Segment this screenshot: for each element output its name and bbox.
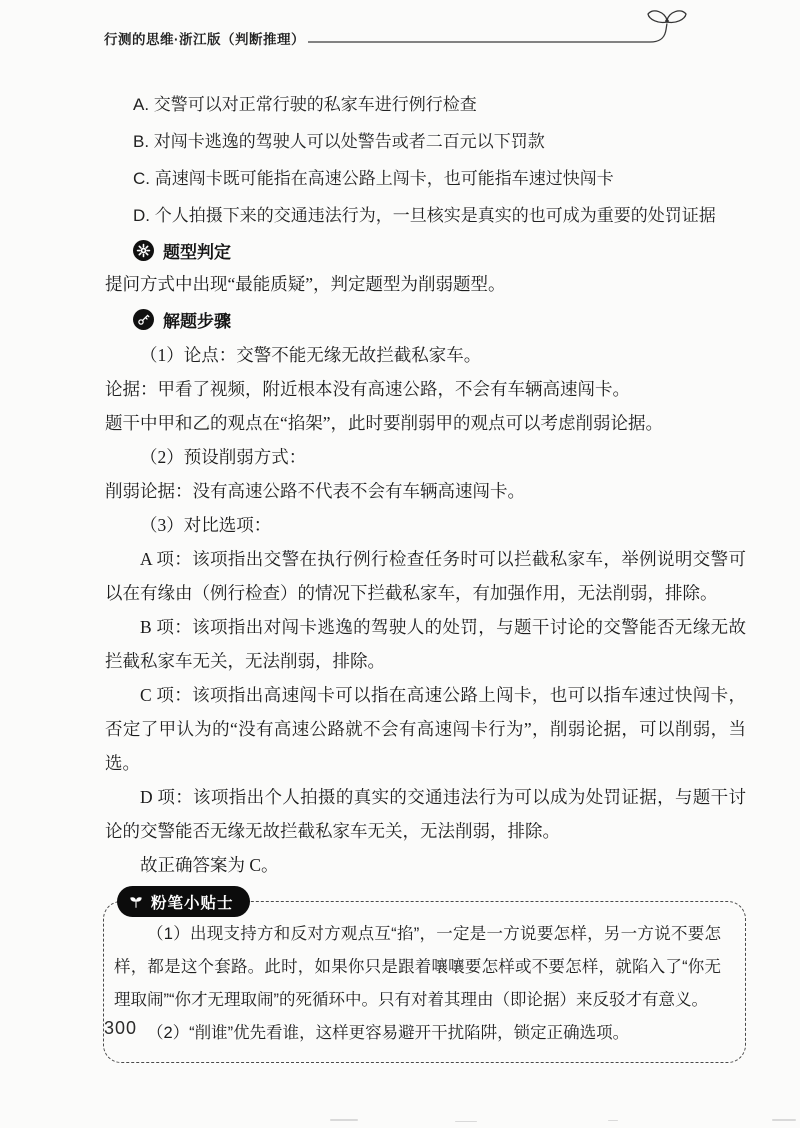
main-content	[105, 86, 746, 1063]
page-header-title: 行测的思维·浙江版（判断推理）	[104, 32, 305, 47]
tip-box-label-text: 粉笔小贴士	[151, 894, 234, 912]
step-paragraph-option-c: C 项：该项指出高速闯卡可以指在高速公路上闯卡，也可以指车速过快闯卡，否定了甲认为的“没有高速公路就不会有高速闯卡行为”，削弱论据，可以削弱，当选。	[105, 685, 746, 773]
scan-artifact	[608, 1120, 618, 1121]
tip-box-label	[117, 886, 250, 917]
scan-artifact	[772, 1119, 796, 1121]
gear-icon	[133, 240, 154, 261]
scan-artifact	[330, 1119, 358, 1121]
step-paragraph-option-b: B 项：该项指出对闯卡逃逸的驾驶人的处罚，与题干讨论的交警能否无缘无故拦截私家车无关，无法削弱，排除。	[105, 617, 746, 671]
solution-steps-body	[105, 338, 746, 882]
step-paragraph-option-a: A 项：该项指出交警在执行例行检查任务时可以拦截私家车，举例说明交警可以在有缘由（例行检查）的情况下拦截私家车，有加强作用，无法削弱，排除。	[105, 549, 746, 603]
answer-option-a: A. 交警可以对正常行驶的私家车进行例行检查	[133, 95, 477, 114]
section-question-type	[133, 236, 746, 264]
step-paragraph-option-d: D 项：该项指出个人拍摄的真实的交通违法行为可以成为处罚证据，与题干讨论的交警能否无缘无故拦截私家车无关，无法削弱，排除。	[105, 787, 746, 841]
step-paragraph: 论据：甲看了视频，附近根本没有高速公路，不会有车辆高速闯卡。	[105, 379, 630, 399]
step-paragraph: 题干中甲和乙的观点在“掐架”，此时要削弱甲的观点可以考虑削弱论据。	[105, 413, 664, 433]
section-solution-steps	[133, 305, 746, 333]
step-paragraph: （2）预设削弱方式：	[140, 447, 307, 467]
step-paragraph: 削弱论据：没有高速公路不代表不会有车辆高速闯卡。	[105, 481, 525, 501]
sprout-icon	[128, 894, 144, 910]
answer-option-b: B. 对闯卡逃逸的驾驶人可以处警告或者二百元以下罚款	[133, 132, 545, 151]
section-title: 题型判定	[163, 242, 231, 262]
step-paragraph: （3）对比选项：	[140, 515, 272, 535]
scan-artifact	[455, 1121, 477, 1122]
answer-option-c: C. 高速闯卡既可能指在高速公路上闯卡，也可能指车速过快闯卡	[133, 169, 614, 188]
question-type-body: 提问方式中出现“最能质疑”，判定题型为削弱题型。	[105, 274, 506, 294]
step-paragraph: （1）论点：交警不能无缘无故拦截私家车。	[140, 345, 482, 365]
key-icon	[133, 309, 154, 330]
section-title: 解题步骤	[163, 311, 231, 331]
page-number: 300	[104, 1018, 138, 1038]
tip-box	[103, 894, 746, 1063]
sprout-icon	[298, 4, 718, 48]
tip-paragraph: （2）“削谁”优先看谁，这样更容易避开干扰陷阱，锁定正确选项。	[147, 1024, 630, 1042]
answer-conclusion: 故正确答案为 C。	[140, 855, 279, 875]
answer-option-d: D. 个人拍摄下来的交通违法行为，一旦核实是真实的也可成为重要的处罚证据	[133, 206, 716, 225]
tip-paragraph: （1）出现支持方和反对方观点互“掐”，一定是一方说要怎样，另一方说不要怎样，都是这个套路。此时，如果你只是跟着嚷嚷要怎样或不要怎样，就陷入了“你无理取闹”“你才无理取闹”的死循环中。只有对着其理由（即论据）来反驳才有意义。	[114, 925, 721, 1009]
